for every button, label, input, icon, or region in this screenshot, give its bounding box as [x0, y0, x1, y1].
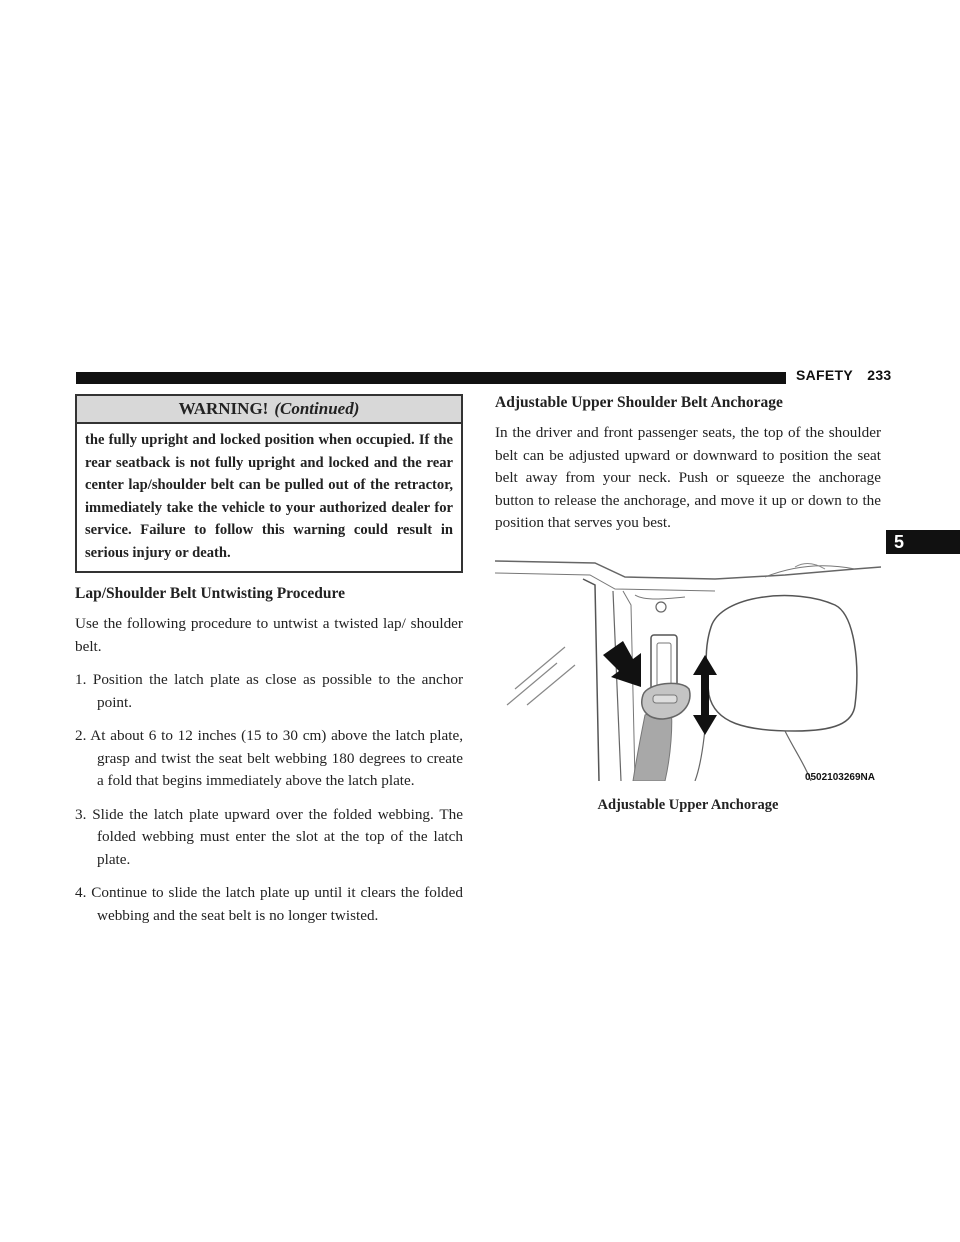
step-item: 1. Position the latch plate as close as possible to the anchor point. [75, 671, 463, 711]
chapter-tab: 5 [886, 530, 960, 554]
warning-box [75, 394, 463, 573]
warning-text: the fully upright and locked position when occupied. If the rear seatback is not fully upright and locked and the rear center lap/shoulder belt can be pulled out of the retractor, immediately take the vehicle to your authorized dealer for service. Failure to follow this warning could result in serious injury or death. [85, 432, 453, 561]
anchorage-heading: Adjustable Upper Shoulder Belt Anchorage [495, 394, 783, 411]
step-item: 4. Continue to slide the latch plate up until it clears the folded webbing and the seat belt is no longer twisted. [75, 884, 463, 924]
right-column [495, 394, 881, 814]
anchorage-illustration-svg [495, 555, 881, 781]
left-column [75, 394, 463, 927]
step-item: 3. Slide the latch plate upward over the folded webbing. The folded webbing must enter the slot at the top of the latch plate. [75, 805, 463, 868]
untwisting-steps [75, 669, 463, 927]
untwisting-heading: Lap/Shoulder Belt Untwisting Procedure [75, 585, 345, 602]
warning-continued: (Continued) [274, 399, 360, 418]
page-number: 233 [867, 367, 892, 383]
anchorage-illustration [495, 555, 881, 781]
untwisting-intro: Use the following procedure to untwist a twisted lap/ shoulder belt. [75, 615, 463, 655]
running-header [796, 367, 892, 383]
section-title: SAFETY [796, 367, 854, 383]
warning-title [77, 396, 461, 424]
header-rule [76, 372, 786, 384]
figure-caption: Adjustable Upper Anchorage [597, 796, 779, 813]
figure-code: 0502103269NA [804, 771, 875, 783]
warning-label: WARNING! [178, 399, 269, 418]
step-item: 2. At about 6 to 12 inches (15 to 30 cm) above the latch plate, grasp and twist the seat belt webbing 180 degrees to create a fold that begins immediately above the latch plate. [75, 727, 463, 789]
anchorage-text: In the driver and front passenger seats, the top of the shoulder belt can be adjusted upward or downward to position the seat belt away from your neck. Push or squeeze the anchorage button to release the anchorage, and move it up or down to the position that serves you best. [495, 424, 881, 531]
